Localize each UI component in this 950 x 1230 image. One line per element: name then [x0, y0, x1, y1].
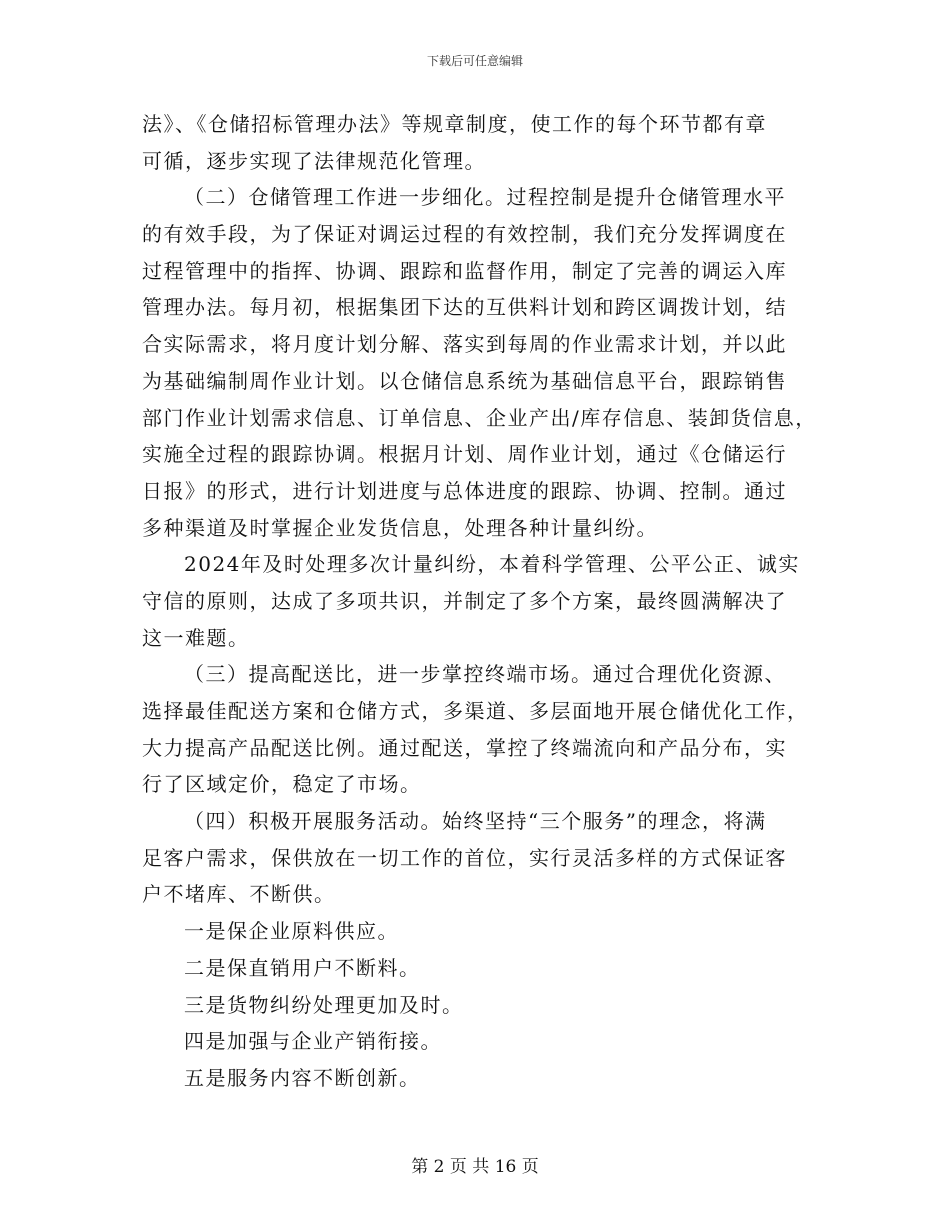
- text-line: （三）提高配送比，进一步掌控终端市场。通过合理优化资源、: [184, 662, 786, 687]
- text-line: 实施全过程的跟踪协调。根据月计划、周作业计划，通过《仓储运行: [142, 442, 787, 467]
- text-line: 的有效手段，为了保证对调运过程的有效控制，我们充分发挥调度在: [142, 222, 787, 247]
- text-line: 三是货物纠纷处理更加及时。: [184, 992, 464, 1017]
- text-line: 为基础编制周作业计划。以仓储信息系统为基础信息平台，跟踪销售: [142, 368, 787, 393]
- text-line: 守信的原则，达成了多项共识，并制定了多个方案，最终圆满解决了: [142, 588, 787, 613]
- text-line: 管理办法。每月初，根据集团下达的互供料计划和跨区调拨计划，结: [142, 295, 787, 320]
- page-header: 下载后可任意编辑: [426, 54, 523, 68]
- text-line: 法》、《仓储招标管理办法》等规章制度，使工作的每个环节都有章: [142, 112, 767, 136]
- text-line: （四）积极开展服务活动。始终坚持“三个服务”的理念，将满: [184, 809, 767, 834]
- document-body: [142, 106, 822, 1097]
- text-line: 日报》的形式，进行计划进度与总体进度的跟踪、协调、控制。通过: [142, 478, 787, 503]
- text-line: 户不堵库、不断供。: [142, 882, 336, 907]
- text-line: 这一难题。: [142, 625, 250, 650]
- text-line: 过程管理中的指挥、协调、跟踪和监督作用，制定了完善的调运入库: [142, 258, 787, 283]
- text-line: 选择最佳配送方案和仓储方式，多渠道、多层面地开展仓储优化工作，: [142, 699, 809, 723]
- text-line: （二）仓储管理工作进一步细化。过程控制是提升仓储管理水平: [184, 185, 786, 210]
- text-line: 行了区域定价，稳定了市场。: [142, 772, 422, 797]
- text-line: 合实际需求，将月度计划分解、落实到每周的作业需求计划，并以此: [142, 332, 787, 357]
- text-line: 五是服务内容不断创新。: [184, 1065, 421, 1090]
- text-line: 2024年及时处理多次计量纠纷，本着科学管理、公平公正、诚实: [184, 552, 800, 577]
- text-line: 部门作业计划需求信息、订单信息、企业产出/库存信息、装卸货信息，: [142, 405, 817, 430]
- text-line: 二是保直销用户不断料。: [184, 955, 421, 980]
- text-line: 一是保企业原料供应。: [184, 919, 399, 944]
- text-line: 多种渠道及时掌握企业发货信息，处理各种计量纠纷。: [142, 515, 658, 540]
- text-line: 足客户需求，保供放在一切工作的首位，实行灵活多样的方式保证客: [142, 845, 787, 870]
- text-line: 四是加强与企业产销衔接。: [184, 1029, 442, 1054]
- text-line: 大力提高产品配送比例。通过配送，掌控了终端流向和产品分布，实: [142, 735, 787, 760]
- page-footer: 第 2 页 共 16 页: [411, 1157, 539, 1177]
- text-line: 可循，逐步实现了法律规范化管理。: [142, 148, 486, 173]
